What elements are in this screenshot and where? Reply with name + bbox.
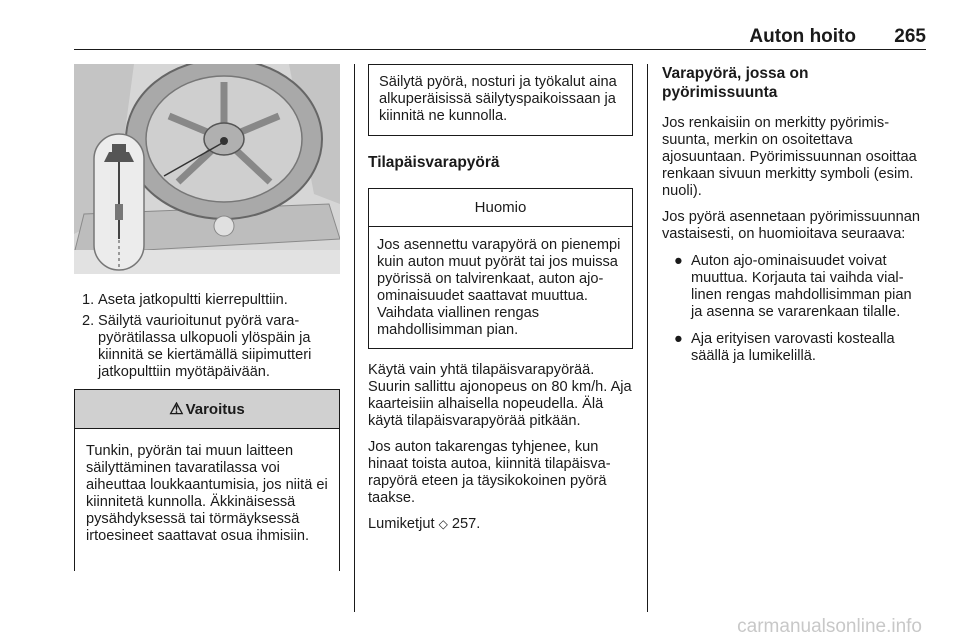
spare-wheel-illustration <box>74 64 340 274</box>
step-number: 1. <box>82 292 95 308</box>
warning-triangle-icon: ⚠ <box>169 401 184 418</box>
warning-box <box>74 389 340 571</box>
bullet-icon: ● <box>674 331 683 347</box>
list-item-text: Auton ajo-ominaisuudet voivat muuttua. Korjauta tai vaihda viallinen rengas mahdollisimman pian ja asenna se vararenkaan tilalle. <box>691 253 912 320</box>
step-item <box>74 313 340 381</box>
list-item-text: Aja erityisen varovasti kostealla säällä ja lumikelillä. <box>691 331 895 364</box>
cross-reference-page: 257. <box>451 516 481 532</box>
watermark: carmanualsonline.info <box>737 616 922 637</box>
warning-body <box>75 429 339 571</box>
warning-text: Tunkin, pyörän tai muun laitteen säilyttäminen tavaratilassa voi aiheuttaa loukkaantumisia, jos niitä ei kiinnitetä kunnolla. Äkkinäisessä pysähdyksessä tai törmäyksessä irtoesineet saattavat osua ihmisiin. <box>86 443 328 544</box>
paragraph: Käytä vain yhtä tilapäisvarapyörää. Suurin sallittu ajonopeus on 80 km/h. Aja kaarteisiin alhaisella nopeudella. Älä käytä tilapäisvarapyörää pitkään. <box>368 362 632 429</box>
step-text: Aseta jatkopultti kierrepulttiin. <box>98 292 288 308</box>
warning-title: Varoitus <box>185 400 245 418</box>
spare-wheel-icon <box>74 64 340 274</box>
storage-instruction-box <box>368 64 633 136</box>
cross-reference-label: Lumiketjut <box>368 516 435 532</box>
column-divider-right <box>647 64 648 612</box>
instruction-steps <box>74 292 340 381</box>
list-item <box>662 253 926 321</box>
warning-title-bar <box>75 390 339 429</box>
storage-instruction-text: Säilytä pyörä, nosturi ja työkalut aina alkuperäisissä säilytyspaikoissaan ja kiinnitä ne kunnolla. <box>379 74 617 124</box>
cross-reference[interactable] <box>368 516 633 533</box>
bullet-icon: ● <box>674 253 683 269</box>
list-item <box>662 331 926 365</box>
note-body <box>369 227 632 348</box>
step-item <box>74 292 340 309</box>
bullet-list <box>662 253 926 365</box>
note-box <box>368 188 633 349</box>
page-reference-icon: ◇ <box>438 517 448 531</box>
paragraph: Jos auton takarengas tyhjenee, kun hinaat toista autoa, kiinnitä tilapäisvarapyörä eteen ja täysikokoinen pyörä taakse. <box>368 439 611 506</box>
column-3 <box>662 64 926 375</box>
page-header <box>74 26 926 50</box>
paragraph: Jos renkaisiin on merkitty pyörimissuunta, merkin on osoitettava ajosuuntaan. Pyörimissuunnan osoittaa renkaan sivuun merkitty symboli (esim. nuoli). <box>662 115 917 199</box>
column-2 <box>368 64 633 533</box>
paragraph: Jos pyörä asennetaan pyörimissuunnan vastaisesti, on huomioitava seuraava: <box>662 209 920 242</box>
section-title: Auton hoito <box>749 26 856 47</box>
step-text: Säilytä vaurioitunut pyörä varapyörätilassa ulkopuoli ylöspäin ja kiinnitä se kiertämällä siipimutteri jatkopulttiin myötäpäivään. <box>98 313 312 380</box>
note-text: Jos asennettu varapyörä on pienempi kuin auton muut pyörät tai jos muissa pyörissä on talvirenkaat, auton ajo-ominaisuudet saattavat muuttua. Vaihdata viallinen rengas mahdollisimman pian. <box>377 237 621 338</box>
section-heading-temporary-spare: Tilapäisvarapyörä <box>368 154 500 171</box>
column-divider-left <box>354 64 355 612</box>
section-heading-rotation-direction: Varapyörä, jossa on pyörimissuunta <box>662 65 809 101</box>
column-1 <box>74 64 340 571</box>
page-number: 265 <box>894 26 926 47</box>
step-number: 2. <box>82 313 95 329</box>
note-title: Huomio <box>369 189 632 227</box>
